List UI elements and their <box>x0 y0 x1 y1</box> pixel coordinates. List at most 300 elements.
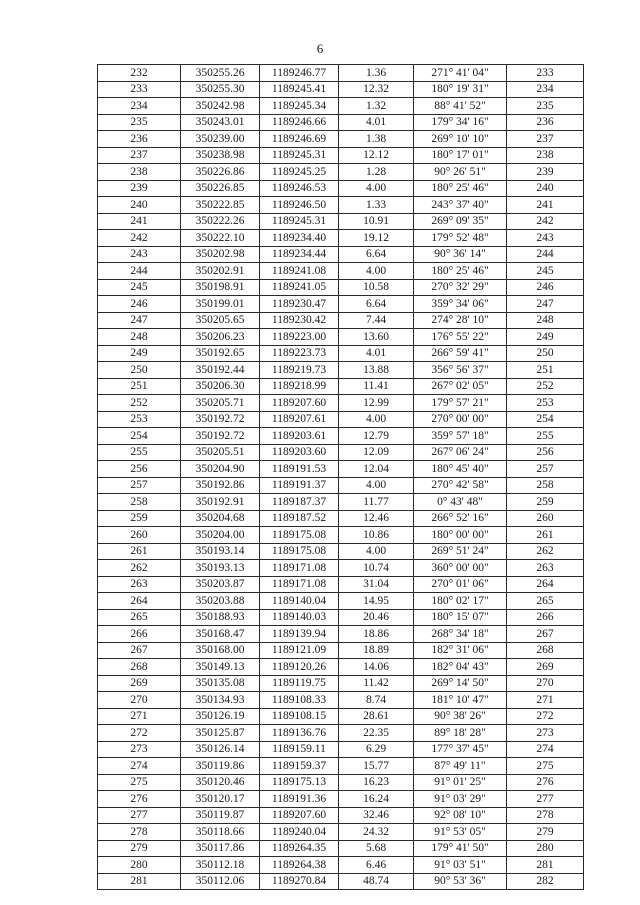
next-point-cell: 280 <box>507 840 584 857</box>
point-number-cell: 234 <box>98 98 181 115</box>
y-coordinate-cell: 1189245.31 <box>260 147 339 164</box>
point-number-cell: 252 <box>98 395 181 412</box>
distance-cell: 4.00 <box>339 263 414 280</box>
point-number-cell: 239 <box>98 180 181 197</box>
x-coordinate-cell: 350192.72 <box>181 428 260 445</box>
y-coordinate-cell: 1189241.08 <box>260 263 339 280</box>
next-point-cell: 241 <box>507 197 584 214</box>
x-coordinate-cell: 350226.85 <box>181 180 260 197</box>
y-coordinate-cell: 1189207.60 <box>260 395 339 412</box>
table-row <box>98 296 584 313</box>
x-coordinate-cell: 350168.00 <box>181 642 260 659</box>
y-coordinate-cell: 1189175.13 <box>260 774 339 791</box>
bearing-cell: 90° 26' 51" <box>414 164 507 181</box>
y-coordinate-cell: 1189139.94 <box>260 626 339 643</box>
point-number-cell: 270 <box>98 692 181 709</box>
distance-cell: 10.86 <box>339 527 414 544</box>
y-coordinate-cell: 1189207.61 <box>260 411 339 428</box>
x-coordinate-cell: 350222.26 <box>181 213 260 230</box>
x-coordinate-cell: 350168.47 <box>181 626 260 643</box>
point-number-cell: 271 <box>98 708 181 725</box>
x-coordinate-cell: 350192.86 <box>181 477 260 494</box>
y-coordinate-cell: 1189136.76 <box>260 725 339 742</box>
y-coordinate-cell: 1189245.31 <box>260 213 339 230</box>
distance-cell: 12.79 <box>339 428 414 445</box>
point-number-cell: 277 <box>98 807 181 824</box>
y-coordinate-cell: 1189191.37 <box>260 477 339 494</box>
next-point-cell: 263 <box>507 560 584 577</box>
bearing-cell: 179° 57' 21" <box>414 395 507 412</box>
y-coordinate-cell: 1189159.37 <box>260 758 339 775</box>
y-coordinate-cell: 1189230.47 <box>260 296 339 313</box>
bearing-cell: 179° 41' 50" <box>414 840 507 857</box>
distance-cell: 6.64 <box>339 246 414 263</box>
x-coordinate-cell: 350192.91 <box>181 494 260 511</box>
distance-cell: 4.00 <box>339 180 414 197</box>
x-coordinate-cell: 350149.13 <box>181 659 260 676</box>
distance-cell: 48.74 <box>339 873 414 890</box>
next-point-cell: 279 <box>507 824 584 841</box>
table-row <box>98 840 584 857</box>
table-row <box>98 461 584 478</box>
next-point-cell: 277 <box>507 791 584 808</box>
distance-cell: 4.00 <box>339 411 414 428</box>
next-point-cell: 278 <box>507 807 584 824</box>
next-point-cell: 252 <box>507 378 584 395</box>
bearing-cell: 0° 43' 48" <box>414 494 507 511</box>
page-number: 6 <box>316 41 324 56</box>
table-row <box>98 824 584 841</box>
next-point-cell: 274 <box>507 741 584 758</box>
x-coordinate-cell: 350205.65 <box>181 312 260 329</box>
x-coordinate-cell: 350112.06 <box>181 873 260 890</box>
next-point-cell: 245 <box>507 263 584 280</box>
next-point-cell: 235 <box>507 98 584 115</box>
distance-cell: 32.46 <box>339 807 414 824</box>
y-coordinate-cell: 1189108.33 <box>260 692 339 709</box>
next-point-cell: 253 <box>507 395 584 412</box>
y-coordinate-cell: 1189264.38 <box>260 857 339 874</box>
point-number-cell: 251 <box>98 378 181 395</box>
distance-cell: 28.61 <box>339 708 414 725</box>
x-coordinate-cell: 350192.65 <box>181 345 260 362</box>
y-coordinate-cell: 1189191.36 <box>260 791 339 808</box>
point-number-cell: 242 <box>98 230 181 247</box>
point-number-cell: 267 <box>98 642 181 659</box>
point-number-cell: 241 <box>98 213 181 230</box>
distance-cell: 4.00 <box>339 543 414 560</box>
x-coordinate-cell: 350242.98 <box>181 98 260 115</box>
bearing-cell: 359° 34' 06" <box>414 296 507 313</box>
distance-cell: 18.86 <box>339 626 414 643</box>
point-number-cell: 279 <box>98 840 181 857</box>
point-number-cell: 248 <box>98 329 181 346</box>
y-coordinate-cell: 1189203.60 <box>260 444 339 461</box>
x-coordinate-cell: 350203.88 <box>181 593 260 610</box>
distance-cell: 24.32 <box>339 824 414 841</box>
bearing-cell: 88° 41' 52" <box>414 98 507 115</box>
distance-cell: 4.01 <box>339 345 414 362</box>
y-coordinate-cell: 1189245.25 <box>260 164 339 181</box>
next-point-cell: 250 <box>507 345 584 362</box>
y-coordinate-cell: 1189240.04 <box>260 824 339 841</box>
x-coordinate-cell: 350119.87 <box>181 807 260 824</box>
y-coordinate-cell: 1189246.66 <box>260 114 339 131</box>
y-coordinate-cell: 1189187.52 <box>260 510 339 527</box>
next-point-cell: 242 <box>507 213 584 230</box>
distance-cell: 6.29 <box>339 741 414 758</box>
distance-cell: 13.88 <box>339 362 414 379</box>
next-point-cell: 257 <box>507 461 584 478</box>
point-number-cell: 255 <box>98 444 181 461</box>
bearing-cell: 243° 37' 40" <box>414 197 507 214</box>
point-number-cell: 250 <box>98 362 181 379</box>
bearing-cell: 179° 34' 16" <box>414 114 507 131</box>
table-row <box>98 477 584 494</box>
y-coordinate-cell: 1189159.11 <box>260 741 339 758</box>
point-number-cell: 281 <box>98 873 181 890</box>
distance-cell: 4.00 <box>339 477 414 494</box>
x-coordinate-cell: 350119.86 <box>181 758 260 775</box>
next-point-cell: 267 <box>507 626 584 643</box>
table-row <box>98 873 584 890</box>
table-row <box>98 560 584 577</box>
point-number-cell: 278 <box>98 824 181 841</box>
table-row <box>98 543 584 560</box>
distance-cell: 14.06 <box>339 659 414 676</box>
table-row <box>98 444 584 461</box>
distance-cell: 19.12 <box>339 230 414 247</box>
point-number-cell: 245 <box>98 279 181 296</box>
point-number-cell: 249 <box>98 345 181 362</box>
table-row <box>98 147 584 164</box>
bearing-cell: 180° 17' 01" <box>414 147 507 164</box>
y-coordinate-cell: 1189234.40 <box>260 230 339 247</box>
bearing-cell: 179° 52' 48" <box>414 230 507 247</box>
x-coordinate-cell: 350192.44 <box>181 362 260 379</box>
table-row <box>98 510 584 527</box>
distance-cell: 15.77 <box>339 758 414 775</box>
x-coordinate-cell: 350112.18 <box>181 857 260 874</box>
point-number-cell: 264 <box>98 593 181 610</box>
y-coordinate-cell: 1189121.09 <box>260 642 339 659</box>
table-row <box>98 395 584 412</box>
bearing-cell: 180° 25' 46" <box>414 263 507 280</box>
next-point-cell: 273 <box>507 725 584 742</box>
point-number-cell: 273 <box>98 741 181 758</box>
y-coordinate-cell: 1189219.73 <box>260 362 339 379</box>
x-coordinate-cell: 350192.72 <box>181 411 260 428</box>
y-coordinate-cell: 1189245.41 <box>260 81 339 98</box>
x-coordinate-cell: 350188.93 <box>181 609 260 626</box>
distance-cell: 14.95 <box>339 593 414 610</box>
y-coordinate-cell: 1189171.08 <box>260 560 339 577</box>
table-row <box>98 279 584 296</box>
x-coordinate-cell: 350205.51 <box>181 444 260 461</box>
next-point-cell: 275 <box>507 758 584 775</box>
point-number-cell: 256 <box>98 461 181 478</box>
point-number-cell: 276 <box>98 791 181 808</box>
distance-cell: 20.46 <box>339 609 414 626</box>
table-row <box>98 263 584 280</box>
x-coordinate-cell: 350202.98 <box>181 246 260 263</box>
bearing-cell: 92° 08' 10" <box>414 807 507 824</box>
y-coordinate-cell: 1189175.08 <box>260 543 339 560</box>
table-row <box>98 692 584 709</box>
y-coordinate-cell: 1189246.77 <box>260 65 339 82</box>
point-number-cell: 232 <box>98 65 181 82</box>
distance-cell: 6.46 <box>339 857 414 874</box>
boundary-coordinates-table <box>97 64 584 890</box>
bearing-cell: 180° 00' 00" <box>414 527 507 544</box>
y-coordinate-cell: 1189207.60 <box>260 807 339 824</box>
next-point-cell: 238 <box>507 147 584 164</box>
distance-cell: 1.28 <box>339 164 414 181</box>
next-point-cell: 260 <box>507 510 584 527</box>
table-row <box>98 758 584 775</box>
x-coordinate-cell: 350125.87 <box>181 725 260 742</box>
distance-cell: 12.04 <box>339 461 414 478</box>
bearing-cell: 271° 41' 04" <box>414 65 507 82</box>
table-row <box>98 527 584 544</box>
x-coordinate-cell: 350205.71 <box>181 395 260 412</box>
point-number-cell: 268 <box>98 659 181 676</box>
x-coordinate-cell: 350126.19 <box>181 708 260 725</box>
next-point-cell: 255 <box>507 428 584 445</box>
point-number-cell: 240 <box>98 197 181 214</box>
y-coordinate-cell: 1189245.34 <box>260 98 339 115</box>
bearing-cell: 90° 38' 26" <box>414 708 507 725</box>
table-row <box>98 791 584 808</box>
x-coordinate-cell: 350126.14 <box>181 741 260 758</box>
point-number-cell: 263 <box>98 576 181 593</box>
x-coordinate-cell: 350204.00 <box>181 527 260 544</box>
next-point-cell: 237 <box>507 131 584 148</box>
distance-cell: 1.33 <box>339 197 414 214</box>
x-coordinate-cell: 350204.90 <box>181 461 260 478</box>
point-number-cell: 265 <box>98 609 181 626</box>
distance-cell: 18.89 <box>339 642 414 659</box>
bearing-cell: 180° 45' 40" <box>414 461 507 478</box>
point-number-cell: 235 <box>98 114 181 131</box>
distance-cell: 16.23 <box>339 774 414 791</box>
table-row <box>98 114 584 131</box>
point-number-cell: 262 <box>98 560 181 577</box>
point-number-cell: 237 <box>98 147 181 164</box>
point-number-cell: 233 <box>98 81 181 98</box>
distance-cell: 16.24 <box>339 791 414 808</box>
y-coordinate-cell: 1189234.44 <box>260 246 339 263</box>
bearing-cell: 269° 09' 35" <box>414 213 507 230</box>
y-coordinate-cell: 1189241.05 <box>260 279 339 296</box>
bearing-cell: 266° 59' 41" <box>414 345 507 362</box>
point-number-cell: 238 <box>98 164 181 181</box>
point-number-cell: 275 <box>98 774 181 791</box>
x-coordinate-cell: 350239.00 <box>181 131 260 148</box>
point-number-cell: 246 <box>98 296 181 313</box>
next-point-cell: 261 <box>507 527 584 544</box>
bearing-cell: 274° 28' 10" <box>414 312 507 329</box>
bearing-cell: 356° 56' 37" <box>414 362 507 379</box>
x-coordinate-cell: 350193.13 <box>181 560 260 577</box>
table-row <box>98 593 584 610</box>
table-row <box>98 98 584 115</box>
point-number-cell: 280 <box>98 857 181 874</box>
point-number-cell: 243 <box>98 246 181 263</box>
distance-cell: 13.60 <box>339 329 414 346</box>
table-row <box>98 378 584 395</box>
bearing-cell: 91° 03' 51" <box>414 857 507 874</box>
y-coordinate-cell: 1189108.15 <box>260 708 339 725</box>
point-number-cell: 254 <box>98 428 181 445</box>
next-point-cell: 236 <box>507 114 584 131</box>
x-coordinate-cell: 350202.91 <box>181 263 260 280</box>
bearing-cell: 91° 53' 05" <box>414 824 507 841</box>
table-row <box>98 774 584 791</box>
next-point-cell: 249 <box>507 329 584 346</box>
table-row <box>98 362 584 379</box>
y-coordinate-cell: 1189191.53 <box>260 461 339 478</box>
next-point-cell: 270 <box>507 675 584 692</box>
table-row <box>98 675 584 692</box>
next-point-cell: 268 <box>507 642 584 659</box>
distance-cell: 12.32 <box>339 81 414 98</box>
y-coordinate-cell: 1189140.03 <box>260 609 339 626</box>
point-number-cell: 258 <box>98 494 181 511</box>
bearing-cell: 89° 18' 28" <box>414 725 507 742</box>
distance-cell: 11.77 <box>339 494 414 511</box>
next-point-cell: 258 <box>507 477 584 494</box>
table-row <box>98 230 584 247</box>
bearing-cell: 176° 55' 22" <box>414 329 507 346</box>
bearing-cell: 267° 06' 24" <box>414 444 507 461</box>
distance-cell: 12.99 <box>339 395 414 412</box>
distance-cell: 12.09 <box>339 444 414 461</box>
table-row <box>98 741 584 758</box>
bearing-cell: 87° 49' 11" <box>414 758 507 775</box>
bearing-cell: 270° 01' 06" <box>414 576 507 593</box>
y-coordinate-cell: 1189171.08 <box>260 576 339 593</box>
table-row <box>98 81 584 98</box>
next-point-cell: 281 <box>507 857 584 874</box>
next-point-cell: 244 <box>507 246 584 263</box>
next-point-cell: 239 <box>507 164 584 181</box>
table-row <box>98 857 584 874</box>
next-point-cell: 233 <box>507 65 584 82</box>
bearing-cell: 91° 03' 29" <box>414 791 507 808</box>
bearing-cell: 91° 01' 25" <box>414 774 507 791</box>
next-point-cell: 246 <box>507 279 584 296</box>
table-row <box>98 494 584 511</box>
distance-cell: 6.64 <box>339 296 414 313</box>
table-row <box>98 725 584 742</box>
distance-cell: 1.38 <box>339 131 414 148</box>
table-row <box>98 609 584 626</box>
next-point-cell: 266 <box>507 609 584 626</box>
distance-cell: 7.44 <box>339 312 414 329</box>
x-coordinate-cell: 350204.68 <box>181 510 260 527</box>
table-row <box>98 626 584 643</box>
bearing-cell: 269° 10' 10" <box>414 131 507 148</box>
table-row <box>98 411 584 428</box>
distance-cell: 10.58 <box>339 279 414 296</box>
x-coordinate-cell: 350226.86 <box>181 164 260 181</box>
point-number-cell: 266 <box>98 626 181 643</box>
distance-cell: 11.41 <box>339 378 414 395</box>
x-coordinate-cell: 350203.87 <box>181 576 260 593</box>
x-coordinate-cell: 350193.14 <box>181 543 260 560</box>
distance-cell: 10.91 <box>339 213 414 230</box>
next-point-cell: 248 <box>507 312 584 329</box>
x-coordinate-cell: 350243.01 <box>181 114 260 131</box>
table-row <box>98 131 584 148</box>
table-row <box>98 65 584 82</box>
next-point-cell: 276 <box>507 774 584 791</box>
x-coordinate-cell: 350199.01 <box>181 296 260 313</box>
bearing-cell: 180° 25' 46" <box>414 180 507 197</box>
distance-cell: 31.04 <box>339 576 414 593</box>
table-row <box>98 329 584 346</box>
y-coordinate-cell: 1189175.08 <box>260 527 339 544</box>
point-number-cell: 244 <box>98 263 181 280</box>
point-number-cell: 269 <box>98 675 181 692</box>
y-coordinate-cell: 1189203.61 <box>260 428 339 445</box>
x-coordinate-cell: 350120.17 <box>181 791 260 808</box>
point-number-cell: 261 <box>98 543 181 560</box>
bearing-cell: 270° 42' 58" <box>414 477 507 494</box>
table-row <box>98 807 584 824</box>
next-point-cell: 243 <box>507 230 584 247</box>
x-coordinate-cell: 350198.91 <box>181 279 260 296</box>
next-point-cell: 247 <box>507 296 584 313</box>
table-body <box>98 65 584 890</box>
table-row <box>98 428 584 445</box>
bearing-cell: 268° 34' 18" <box>414 626 507 643</box>
bearing-cell: 182° 04' 43" <box>414 659 507 676</box>
next-point-cell: 272 <box>507 708 584 725</box>
next-point-cell: 251 <box>507 362 584 379</box>
next-point-cell: 271 <box>507 692 584 709</box>
x-coordinate-cell: 350255.26 <box>181 65 260 82</box>
distance-cell: 12.12 <box>339 147 414 164</box>
distance-cell: 8.74 <box>339 692 414 709</box>
y-coordinate-cell: 1189264.35 <box>260 840 339 857</box>
y-coordinate-cell: 1189120.26 <box>260 659 339 676</box>
y-coordinate-cell: 1189223.73 <box>260 345 339 362</box>
point-number-cell: 274 <box>98 758 181 775</box>
y-coordinate-cell: 1189187.37 <box>260 494 339 511</box>
bearing-cell: 180° 15' 07" <box>414 609 507 626</box>
x-coordinate-cell: 350120.46 <box>181 774 260 791</box>
x-coordinate-cell: 350118.66 <box>181 824 260 841</box>
distance-cell: 12.46 <box>339 510 414 527</box>
y-coordinate-cell: 1189119.75 <box>260 675 339 692</box>
x-coordinate-cell: 350206.30 <box>181 378 260 395</box>
x-coordinate-cell: 350255.30 <box>181 81 260 98</box>
x-coordinate-cell: 350222.10 <box>181 230 260 247</box>
bearing-cell: 177° 37' 45" <box>414 741 507 758</box>
y-coordinate-cell: 1189223.00 <box>260 329 339 346</box>
y-coordinate-cell: 1189140.04 <box>260 593 339 610</box>
y-coordinate-cell: 1189246.50 <box>260 197 339 214</box>
point-number-cell: 257 <box>98 477 181 494</box>
table-row <box>98 708 584 725</box>
next-point-cell: 262 <box>507 543 584 560</box>
point-number-cell: 247 <box>98 312 181 329</box>
bearing-cell: 181° 10' 47" <box>414 692 507 709</box>
bearing-cell: 180° 02' 17" <box>414 593 507 610</box>
distance-cell: 11.42 <box>339 675 414 692</box>
